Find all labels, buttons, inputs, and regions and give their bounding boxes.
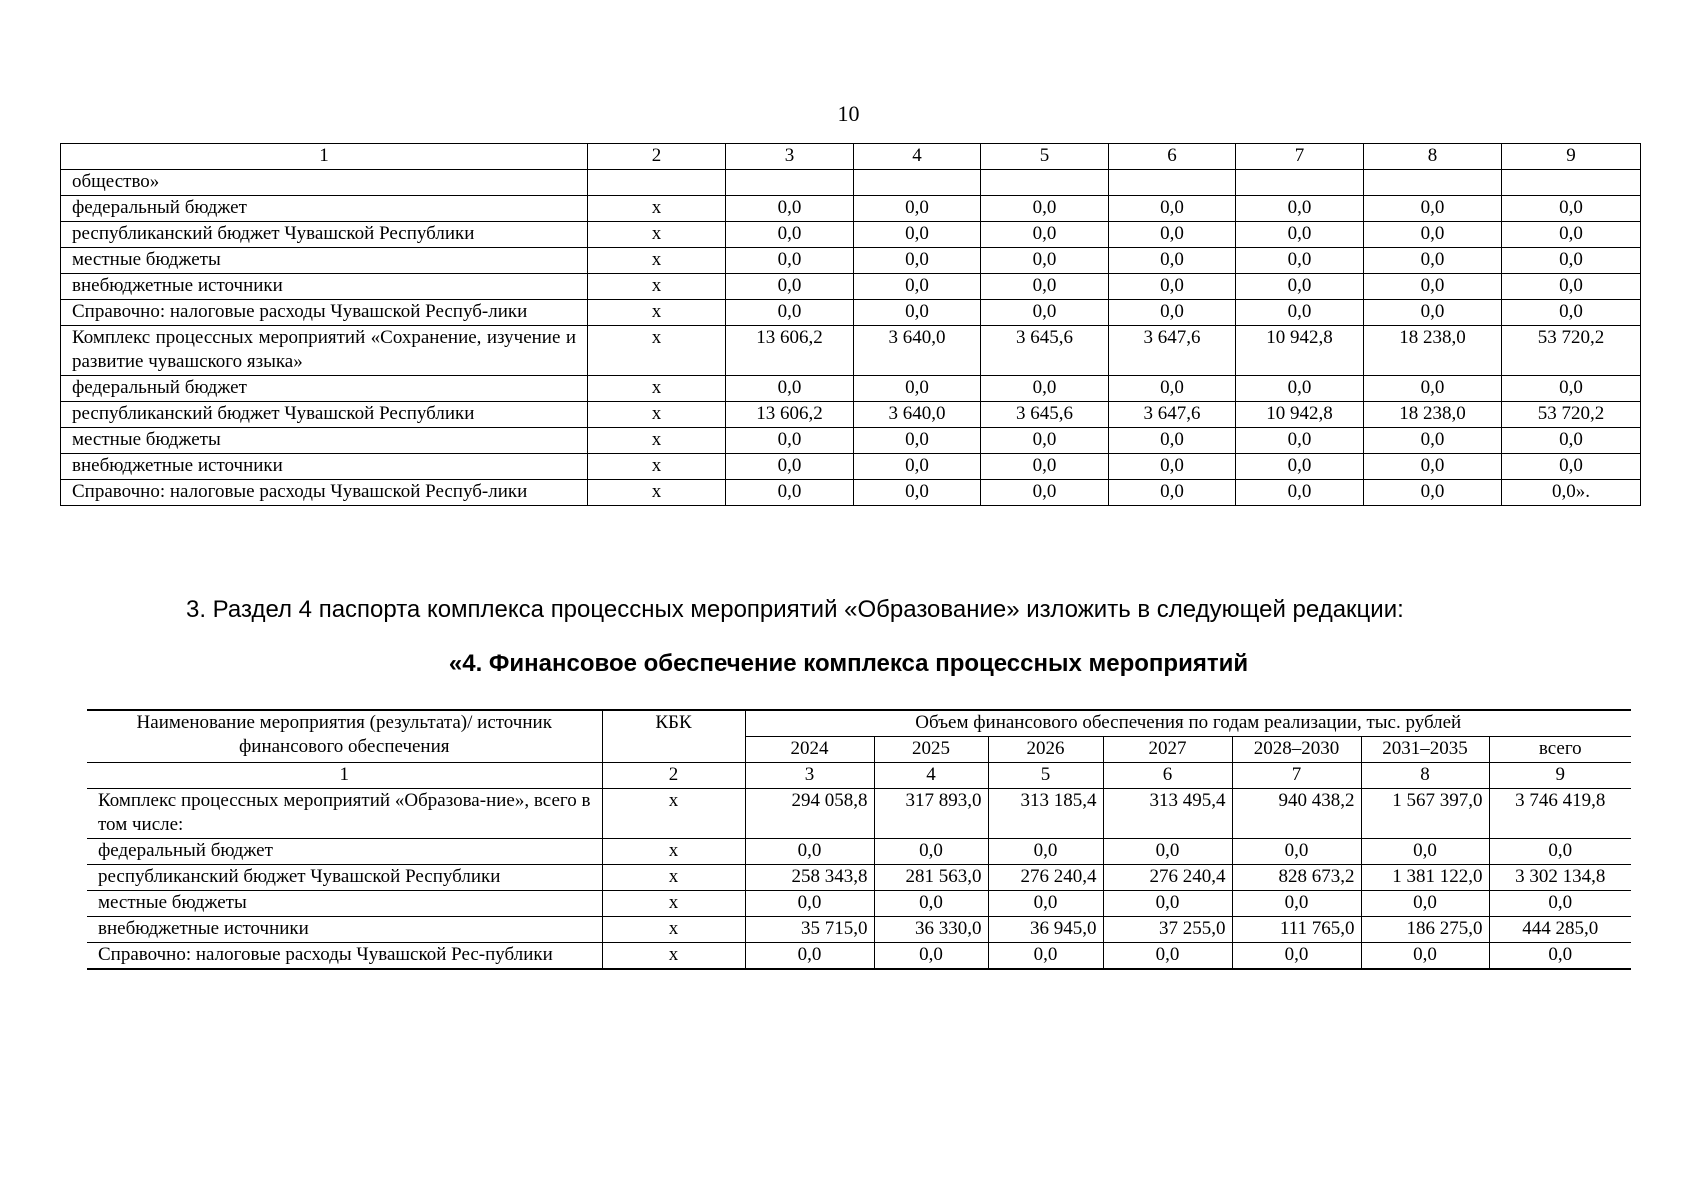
row-value: 0,0 [1361, 943, 1489, 970]
header-year: 2026 [988, 737, 1103, 763]
row-value: 0,0 [1361, 891, 1489, 917]
row-value: 0,0 [745, 943, 874, 970]
row-name: внебюджетные источники [87, 917, 602, 943]
column-number-row [61, 144, 1641, 170]
row-value: 0,0 [854, 428, 981, 454]
row-value: 0,0 [1109, 274, 1236, 300]
row-value: 0,0 [981, 480, 1109, 506]
row-value: 0,0 [1502, 196, 1641, 222]
row-value: 37 255,0 [1103, 917, 1232, 943]
row-name: федеральный бюджет [61, 376, 588, 402]
row-value: 0,0 [981, 248, 1109, 274]
row-value [854, 170, 981, 196]
row-value: 0,0 [1364, 376, 1502, 402]
column-number: 1 [61, 144, 588, 170]
row-value: 0,0 [1109, 196, 1236, 222]
row-value: 0,0 [1232, 943, 1361, 970]
header-name: Наименование мероприятия (результата)/ источник финансового обеспечения [87, 710, 602, 763]
row-kbk: х [588, 274, 726, 300]
column-number: 7 [1236, 144, 1364, 170]
row-value: 0,0 [981, 274, 1109, 300]
row-name: федеральный бюджет [61, 196, 588, 222]
row-value: 0,0 [1236, 300, 1364, 326]
header-year: 2028–2030 [1232, 737, 1361, 763]
column-number: 5 [988, 763, 1103, 789]
row-name: местные бюджеты [61, 248, 588, 274]
funding-table-education [87, 709, 1631, 970]
table-row [87, 865, 1631, 891]
row-value: 0,0 [1502, 274, 1641, 300]
table-row [87, 789, 1631, 839]
row-value: 1 567 397,0 [1361, 789, 1489, 839]
row-value: 18 238,0 [1364, 402, 1502, 428]
column-number: 1 [87, 763, 602, 789]
row-value: 0,0 [981, 222, 1109, 248]
row-value: 0,0 [1236, 454, 1364, 480]
header-year: 2025 [874, 737, 988, 763]
row-kbk: х [602, 865, 745, 891]
row-value: 0,0 [1502, 248, 1641, 274]
row-value: 0,0 [854, 480, 981, 506]
table-row [61, 402, 1641, 428]
row-value: 0,0 [1364, 274, 1502, 300]
header-year-total: всего [1489, 737, 1631, 763]
row-value: 53 720,2 [1502, 326, 1641, 376]
table-row [61, 222, 1641, 248]
column-number: 2 [602, 763, 745, 789]
row-value: 940 438,2 [1232, 789, 1361, 839]
table-row [87, 917, 1631, 943]
row-value: 294 058,8 [745, 789, 874, 839]
row-value [1236, 170, 1364, 196]
column-number: 8 [1361, 763, 1489, 789]
row-value: 0,0». [1502, 480, 1641, 506]
row-value: 3 640,0 [854, 326, 981, 376]
row-value: 0,0 [726, 300, 854, 326]
row-name: республиканский бюджет Чувашской Республики [61, 402, 588, 428]
column-number: 8 [1364, 144, 1502, 170]
row-value: 0,0 [726, 222, 854, 248]
column-number: 7 [1232, 763, 1361, 789]
row-value: 0,0 [988, 943, 1103, 970]
row-value: 0,0 [745, 891, 874, 917]
header-year: 2027 [1103, 737, 1232, 763]
header-kbk: КБК [602, 710, 745, 763]
header-year: 2031–2035 [1361, 737, 1489, 763]
row-value: 3 647,6 [1109, 326, 1236, 376]
row-name: внебюджетные источники [61, 454, 588, 480]
row-kbk: х [588, 454, 726, 480]
column-number: 9 [1489, 763, 1631, 789]
row-value: 3 746 419,8 [1489, 789, 1631, 839]
row-value: 0,0 [1103, 839, 1232, 865]
row-value: 0,0 [874, 943, 988, 970]
column-number: 5 [981, 144, 1109, 170]
header-year: 2024 [745, 737, 874, 763]
header-volume: Объем финансового обеспечения по годам реализации, тыс. рублей [745, 710, 1631, 737]
row-value: 0,0 [854, 300, 981, 326]
row-value: 3 640,0 [854, 402, 981, 428]
row-value: 0,0 [988, 891, 1103, 917]
row-value: 0,0 [874, 839, 988, 865]
column-number: 6 [1109, 144, 1236, 170]
row-kbk: х [602, 891, 745, 917]
row-value: 13 606,2 [726, 326, 854, 376]
row-value: 0,0 [874, 891, 988, 917]
row-value: 317 893,0 [874, 789, 988, 839]
row-kbk: х [588, 376, 726, 402]
row-value: 0,0 [1109, 248, 1236, 274]
row-value: 0,0 [988, 839, 1103, 865]
column-number-row [87, 763, 1631, 789]
row-value: 3 647,6 [1109, 402, 1236, 428]
row-value: 0,0 [1236, 196, 1364, 222]
row-name: местные бюджеты [61, 428, 588, 454]
row-value: 0,0 [1109, 300, 1236, 326]
row-value [981, 170, 1109, 196]
row-value: 0,0 [1109, 454, 1236, 480]
table-row [61, 170, 1641, 196]
row-value: 0,0 [1364, 196, 1502, 222]
row-value: 0,0 [854, 248, 981, 274]
row-value: 36 945,0 [988, 917, 1103, 943]
row-value: 13 606,2 [726, 402, 854, 428]
row-name: республиканский бюджет Чувашской Республики [87, 865, 602, 891]
row-value: 3 645,6 [981, 326, 1109, 376]
row-name: федеральный бюджет [87, 839, 602, 865]
row-kbk: х [588, 480, 726, 506]
row-value: 111 765,0 [1232, 917, 1361, 943]
row-kbk: х [588, 300, 726, 326]
row-name: Комплекс процессных мероприятий «Образова-ние», всего в том числе: [87, 789, 602, 839]
row-value: 0,0 [981, 300, 1109, 326]
row-value: 828 673,2 [1232, 865, 1361, 891]
row-value: 0,0 [1502, 376, 1641, 402]
table-row [61, 454, 1641, 480]
row-value: 0,0 [1103, 943, 1232, 970]
row-value: 0,0 [981, 196, 1109, 222]
page-number: 10 [837, 101, 860, 126]
table-row [87, 891, 1631, 917]
row-value: 276 240,4 [988, 865, 1103, 891]
row-value: 0,0 [1502, 428, 1641, 454]
row-value: 10 942,8 [1236, 402, 1364, 428]
table-row [61, 196, 1641, 222]
row-value: 3 645,6 [981, 402, 1109, 428]
row-value: 0,0 [981, 376, 1109, 402]
row-value [1502, 170, 1641, 196]
row-value: 0,0 [745, 839, 874, 865]
row-value: 0,0 [981, 454, 1109, 480]
row-kbk: х [602, 789, 745, 839]
row-value: 0,0 [726, 428, 854, 454]
row-value: 0,0 [854, 376, 981, 402]
row-kbk: х [602, 943, 745, 970]
table-row [61, 480, 1641, 506]
row-value: 0,0 [1109, 222, 1236, 248]
row-kbk: х [588, 402, 726, 428]
row-value: 0,0 [726, 274, 854, 300]
row-value: 3 302 134,8 [1489, 865, 1631, 891]
row-value: 313 185,4 [988, 789, 1103, 839]
row-value: 53 720,2 [1502, 402, 1641, 428]
row-value: 0,0 [1502, 454, 1641, 480]
row-value: 0,0 [1489, 891, 1631, 917]
row-value [1109, 170, 1236, 196]
row-kbk: х [588, 248, 726, 274]
row-value: 444 285,0 [1489, 917, 1631, 943]
column-number: 3 [726, 144, 854, 170]
row-value: 0,0 [1109, 428, 1236, 454]
row-value: 0,0 [854, 196, 981, 222]
table-row [61, 326, 1641, 376]
row-value: 18 238,0 [1364, 326, 1502, 376]
row-value: 0,0 [854, 222, 981, 248]
row-value: 258 343,8 [745, 865, 874, 891]
column-number: 9 [1502, 144, 1641, 170]
row-value: 0,0 [1364, 248, 1502, 274]
row-name: республиканский бюджет Чувашской Республики [61, 222, 588, 248]
row-value: 0,0 [726, 196, 854, 222]
row-value: 0,0 [1236, 376, 1364, 402]
row-value: 0,0 [1364, 428, 1502, 454]
row-kbk: х [602, 839, 745, 865]
column-number: 4 [854, 144, 981, 170]
row-value: 1 381 122,0 [1361, 865, 1489, 891]
table-row [61, 428, 1641, 454]
row-value: 0,0 [1489, 839, 1631, 865]
row-kbk: х [588, 428, 726, 454]
row-value: 0,0 [1236, 274, 1364, 300]
row-value: 0,0 [1361, 839, 1489, 865]
row-value: 0,0 [1232, 839, 1361, 865]
row-value: 0,0 [1236, 480, 1364, 506]
row-value: 35 715,0 [745, 917, 874, 943]
row-value: 0,0 [854, 274, 981, 300]
funding-table-continued [60, 143, 1641, 506]
row-value: 0,0 [1364, 480, 1502, 506]
table-row [61, 274, 1641, 300]
row-value: 0,0 [1109, 480, 1236, 506]
row-value: 36 330,0 [874, 917, 988, 943]
row-value: 0,0 [726, 248, 854, 274]
row-value: 0,0 [1103, 891, 1232, 917]
row-value: 281 563,0 [874, 865, 988, 891]
row-kbk: х [602, 917, 745, 943]
row-name: общество» [61, 170, 588, 196]
row-value: 0,0 [1109, 376, 1236, 402]
row-value: 276 240,4 [1103, 865, 1232, 891]
row-value: 0,0 [1489, 943, 1631, 970]
row-value [726, 170, 854, 196]
row-value: 0,0 [1236, 222, 1364, 248]
row-value: 10 942,8 [1236, 326, 1364, 376]
row-value: 0,0 [1364, 222, 1502, 248]
row-value: 0,0 [1502, 300, 1641, 326]
table-row [61, 248, 1641, 274]
row-value: 0,0 [1236, 248, 1364, 274]
row-kbk: х [588, 326, 726, 376]
row-name: Комплекс процессных мероприятий «Сохранение, изучение и развитие чувашского языка» [61, 326, 588, 376]
row-value: 0,0 [981, 428, 1109, 454]
row-name: Справочно: налоговые расходы Чувашской Респуб-лики [61, 480, 588, 506]
column-number: 4 [874, 763, 988, 789]
column-number: 6 [1103, 763, 1232, 789]
row-value [1364, 170, 1502, 196]
row-value: 0,0 [1502, 222, 1641, 248]
table-row [61, 300, 1641, 326]
row-value: 0,0 [1232, 891, 1361, 917]
column-number: 3 [745, 763, 874, 789]
row-kbk [588, 170, 726, 196]
row-name: Справочно: налоговые расходы Чувашской Рес-публики [87, 943, 602, 970]
row-value: 186 275,0 [1361, 917, 1489, 943]
row-name: Справочно: налоговые расходы Чувашской Респуб-лики [61, 300, 588, 326]
row-value: 0,0 [1364, 300, 1502, 326]
row-value: 0,0 [854, 454, 981, 480]
row-kbk: х [588, 196, 726, 222]
amendment-paragraph: 3. Раздел 4 паспорта комплекса процессных мероприятий «Образование» изложить в следующей редакции: [186, 596, 1404, 623]
table-row [61, 376, 1641, 402]
column-number: 2 [588, 144, 726, 170]
row-value: 0,0 [1236, 428, 1364, 454]
table-row [87, 943, 1631, 970]
row-value: 313 495,4 [1103, 789, 1232, 839]
row-value: 0,0 [726, 480, 854, 506]
row-kbk: х [588, 222, 726, 248]
row-name: внебюджетные источники [61, 274, 588, 300]
row-value: 0,0 [726, 376, 854, 402]
section-heading: «4. Финансовое обеспечение комплекса процессных мероприятий [448, 650, 1249, 677]
table-row [87, 839, 1631, 865]
row-value: 0,0 [726, 454, 854, 480]
row-value: 0,0 [1364, 454, 1502, 480]
row-name: местные бюджеты [87, 891, 602, 917]
